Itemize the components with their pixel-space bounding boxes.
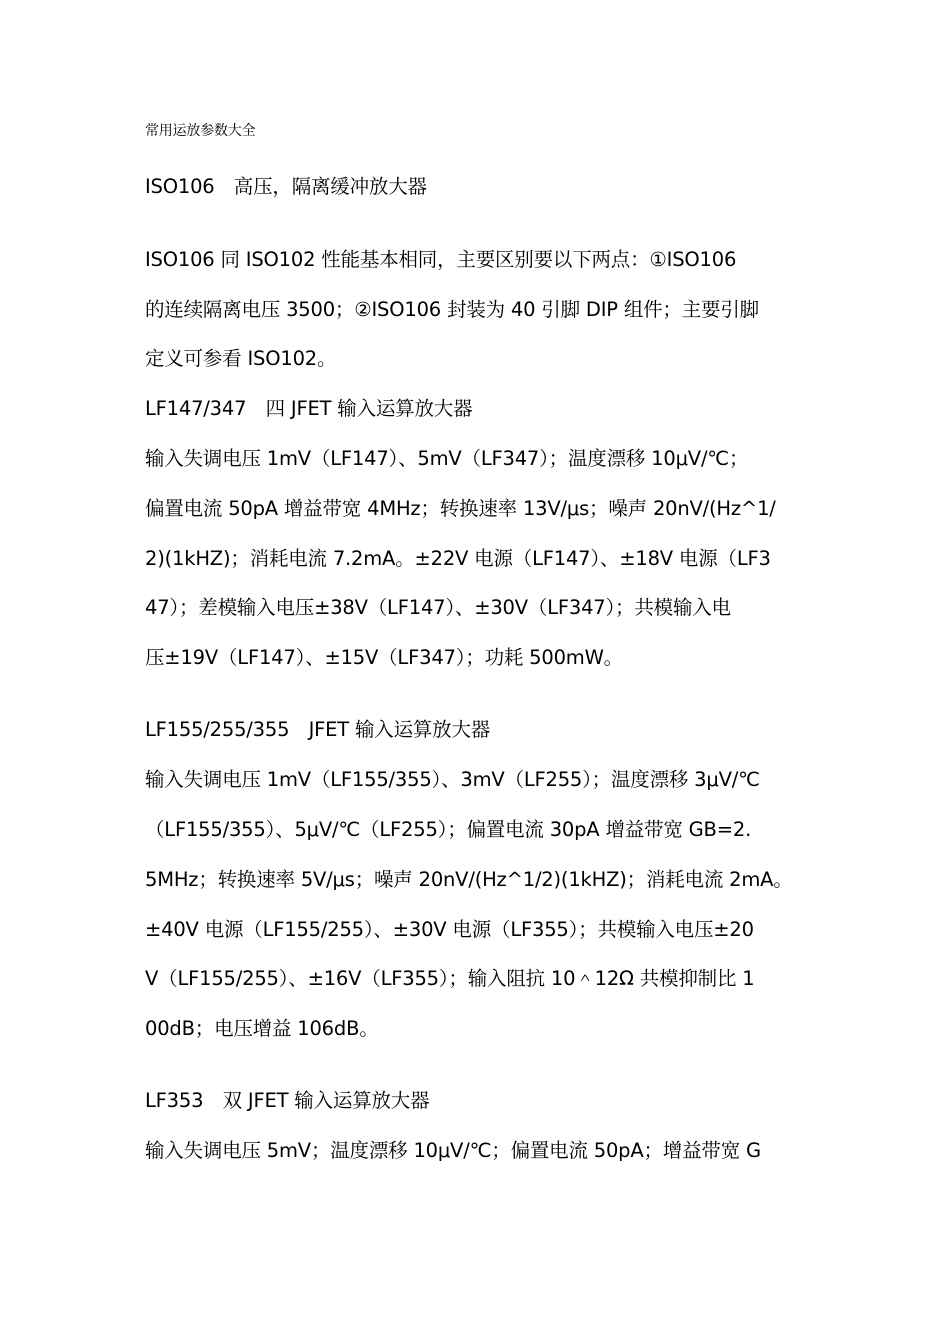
paragraph-line: 输入失调电压 1mV（LF155/355）、3mV（LF255）；温度漂移 3μV/℃	[145, 768, 760, 791]
paragraph-line: 00dB；电压增益 106dB。	[145, 1017, 379, 1040]
paragraph-line: ISO106 同 ISO102 性能基本相同，主要区别要以下两点：①ISO106	[145, 248, 737, 271]
paragraph-line: V（LF155/255）、±16V（LF355）；输入阻抗 10＾12Ω 共模抑制比 1	[145, 967, 755, 990]
paragraph-line: 压±19V（LF147）、±15V（LF347）；功耗 500mW。	[145, 646, 623, 669]
paragraph-line: ±40V 电源（LF155/255）、±30V 电源（LF355）；共模输入电压±20	[145, 918, 754, 941]
paragraph-line: 5MHz；转换速率 5V/μs；噪声 20nV/(Hz^1/2)(1kHZ)；消耗电流 2mA。	[145, 868, 793, 891]
paragraph-line: 47）；差模输入电压±38V（LF147）、±30V（LF347）；共模输入电	[145, 596, 731, 619]
heading-lf353: LF353 双 JFET 输入运算放大器	[145, 1089, 430, 1112]
document-title: 常用运放参数大全	[145, 123, 256, 139]
paragraph-line: 输入失调电压 1mV（LF147）、5mV（LF347）；温度漂移 10μV/℃；	[145, 447, 749, 470]
paragraph-line: 定义可参看 ISO102。	[145, 347, 337, 370]
paragraph-line: 输入失调电压 5mV；温度漂移 10μV/℃；偏置电流 50pA；增益带宽 G	[145, 1139, 761, 1162]
heading-lf155: LF155/255/355 JFET 输入运算放大器	[145, 718, 491, 741]
paragraph-line: 偏置电流 50pA 增益带宽 4MHz；转换速率 13V/μs；噪声 20nV/(Hz^1/	[145, 497, 776, 520]
paragraph-line: （LF155/355）、5μV/℃（LF255）；偏置电流 30pA 增益带宽 GB=2.	[145, 818, 752, 841]
paragraph-line: 2)(1kHZ)；消耗电流 7.2mA。±22V 电源（LF147）、±18V 电源（LF3	[145, 547, 771, 570]
heading-lf147: LF147/347 四 JFET 输入运算放大器	[145, 397, 473, 420]
paragraph-line: 的连续隔离电压 3500；②ISO106 封装为 40 引脚 DIP 组件；主要引脚	[145, 298, 759, 321]
heading-iso106: ISO106 高压，隔离缓冲放大器	[145, 175, 427, 198]
